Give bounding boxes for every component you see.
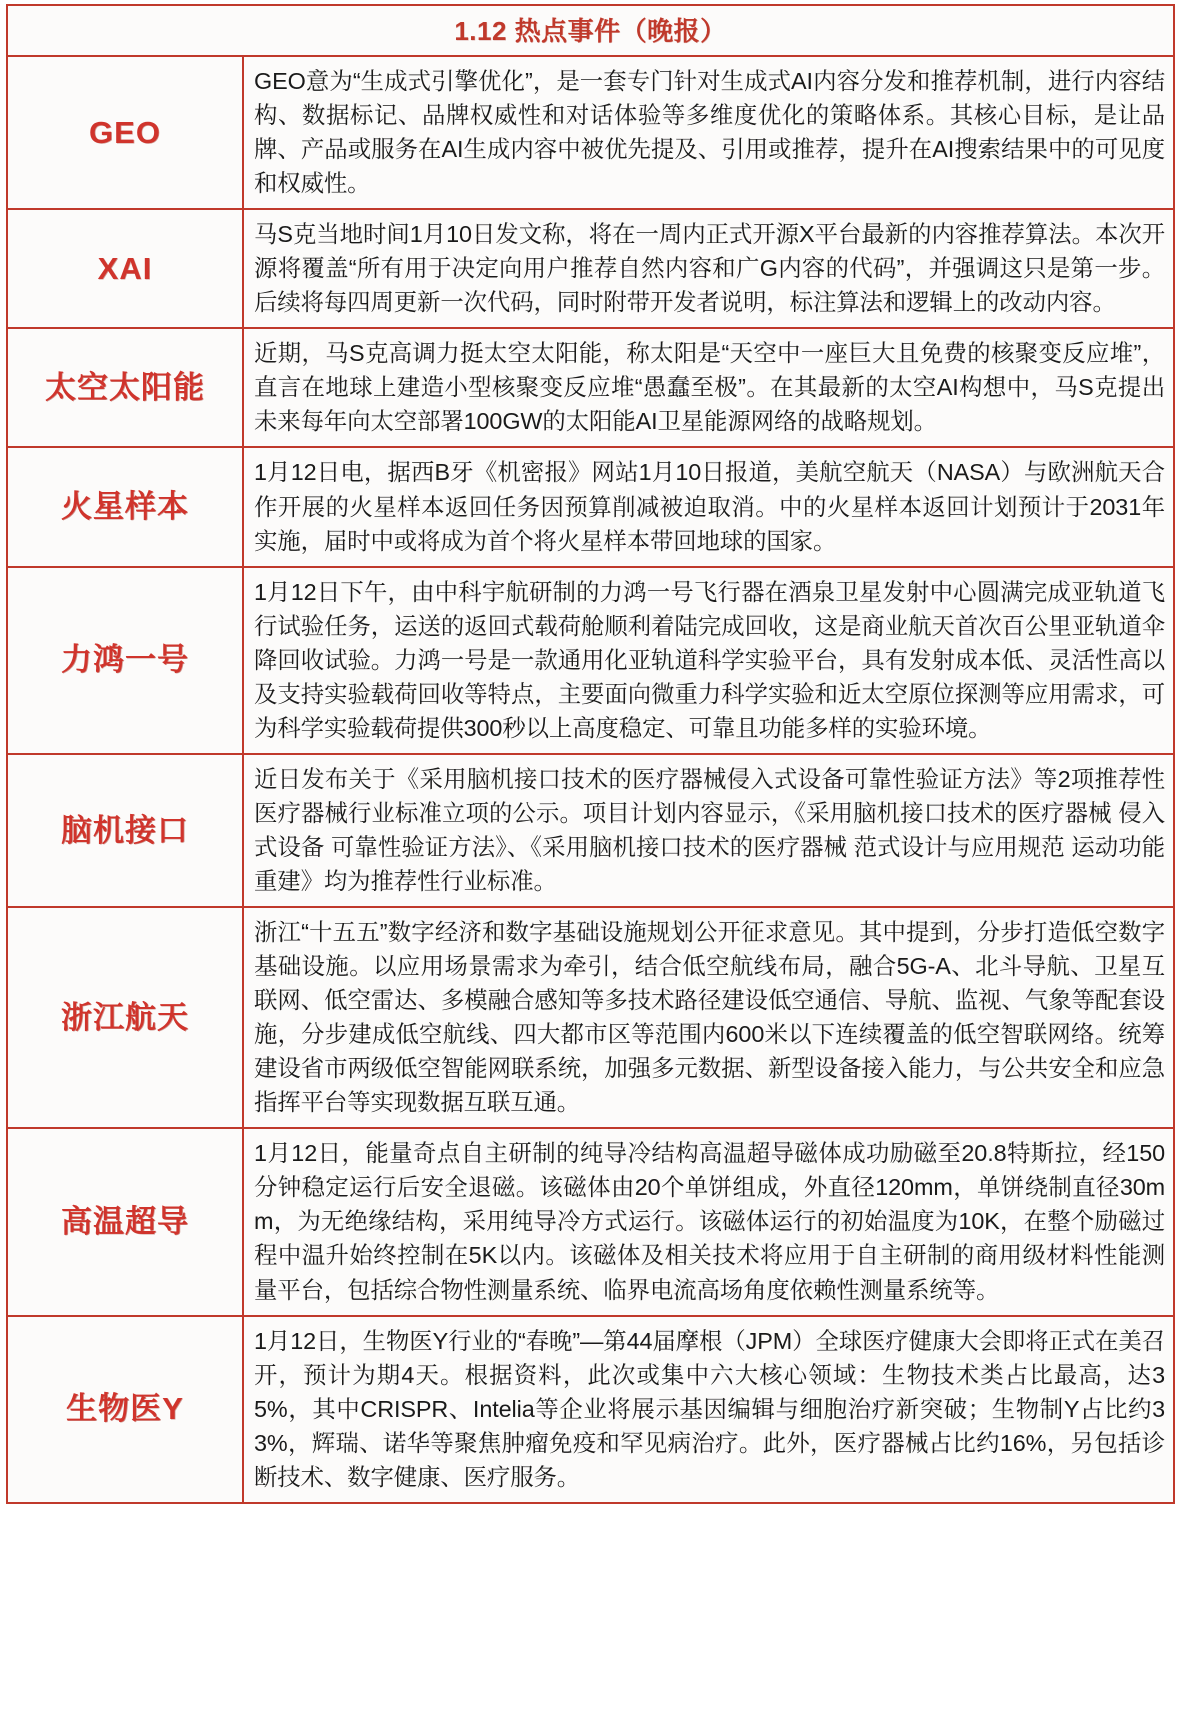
table-row (7, 567, 1174, 754)
topic-body-cell (243, 447, 1174, 566)
topic-label: 脑机接口 (61, 812, 189, 848)
topic-body-cell (243, 907, 1174, 1128)
topic-body-text: 1月12日电，据西B牙《机密报》网站1月10日报道，美航空航天（NASA）与欧洲航天合作开展的火星样本返回任务因预算削减被迫取消。中的火星样本返回计划预计于2031年实施，届时中或将成为首个将火星样本带回地球的国家。 (254, 459, 1166, 554)
topic-label: 高温超导 (61, 1204, 189, 1240)
topic-body-text: 1月12日，生物医Y行业的“春晚”—第44届摩根（JPM）全球医疗健康大会即将正式在美召开，预计为期4天。根据资料，此次或集中六大核心领域：生物技术类占比最高，达35%，其中CRISPR、Intelia等企业将展示基因编辑与细胞治疗新突破；生物制Y占比约33%，辉瑞、诺华等聚焦肿瘤免疫和罕见病治疗。此外，医疗器械占比约16%，另包括诊断技术、数字健康、医疗服务。 (254, 1327, 1166, 1490)
topic-body-cell (243, 56, 1174, 209)
topic-body-text: 1月12日，能量奇点自主研制的纯导冷结构高温超导磁体成功励磁至20.8特斯拉，经150分钟稳定运行后安全退磁。该磁体由20个单饼组成，外直径120mm，单饼绕制直径30mm，为无绝缘结构，采用纯导冷方式运行。该磁体运行的初始温度为10K，在整个励磁过程中温升始终控制在5K以内。该磁体及相关技术将应用于自主研制的商用级材料性能测量平台，包括综合物性测量系统、临界电流高场角度依赖性测量系统等。 (254, 1140, 1166, 1303)
topic-body-cell (243, 1128, 1174, 1315)
table-title-cell (7, 5, 1174, 56)
table-row (7, 1316, 1174, 1503)
topic-body-text: 近日发布关于《采用脑机接口技术的医疗器械侵入式设备可靠性验证方法》等2项推荐性医疗器械行业标准立项的公示。项目计划内容显示，《采用脑机接口技术的医疗器械 侵入式设备 可靠性验证方法》、《采用脑机接口技术的医疗器械 范式设计与应用规范 运动功能重建》均为推荐性行业标准。 (254, 765, 1166, 894)
topic-body-text: 近期，马S克高调力挺太空太阳能，称太阳是“天空中一座巨大且免费的核聚变反应堆”，直言在地球上建造小型核聚变反应堆“愚蠢至极”。在其最新的太空AI构想中，马S克提出未来每年向太空部署100GW的太阳能AI卫星能源网络的战略规划。 (254, 340, 1166, 435)
topic-label: XAI (97, 250, 153, 286)
table-row (7, 447, 1174, 566)
topic-body-cell (243, 754, 1174, 907)
topic-label-cell (7, 447, 243, 566)
topic-label: GEO (89, 114, 161, 150)
hot-events-table (6, 4, 1175, 1504)
table-row (7, 907, 1174, 1128)
topic-label: 生物医Y (66, 1391, 184, 1427)
topic-label-cell (7, 56, 243, 209)
topic-body-cell (243, 567, 1174, 754)
topic-label: 力鸿一号 (61, 642, 189, 678)
topic-label: 太空太阳能 (45, 370, 205, 406)
topic-label-cell (7, 1316, 243, 1503)
topic-label: 火星样本 (61, 489, 189, 525)
topic-body-text: 浙江“十五五”数字经济和数字基础设施规划公开征求意见。其中提到，分步打造低空数字基础设施。以应用场景需求为牵引，结合低空航线布局，融合5G-A、北斗导航、卫星互联网、低空雷达、多模融合感知等多技术路径建设低空通信、导航、监视、气象等配套设施，分步建成低空航线、四大都市区等范围内600米以下连续覆盖的低空智联网络。统筹建设省市两级低空智能网联系统，加强多元数据、新型设备接入能力，与公共安全和应急指挥平台等实现数据互联互通。 (254, 919, 1166, 1116)
table-title-row (7, 5, 1174, 56)
table-row (7, 328, 1174, 447)
topic-body-cell (243, 328, 1174, 447)
page-title: 1.12 热点事件（晚报） (454, 16, 727, 46)
topic-label-cell (7, 907, 243, 1128)
topic-body-text: GEO意为“生成式引擎优化”，是一套专门针对生成式AI内容分发和推荐机制，进行内容结构、数据标记、品牌权威性和对话体验等多维度优化的策略体系。其核心目标，是让品牌、产品或服务在AI生成内容中被优先提及、引用或推荐，提升在AI搜索结果中的可见度和权威性。 (254, 68, 1166, 197)
topic-label-cell (7, 1128, 243, 1315)
topic-label-cell (7, 754, 243, 907)
topic-label: 浙江航天 (61, 999, 189, 1035)
topic-body-cell (243, 1316, 1174, 1503)
topic-label-cell (7, 328, 243, 447)
topic-body-cell (243, 209, 1174, 328)
topic-label-cell (7, 567, 243, 754)
table-body (7, 5, 1174, 1503)
topic-body-text: 马S克当地时间1月10日发文称，将在一周内正式开源X平台最新的内容推荐算法。本次开源将覆盖“所有用于决定向用户推荐自然内容和广G内容的代码”，并强调这只是第一步。后续将每四周更新一次代码，同时附带开发者说明，标注算法和逻辑上的改动内容。 (254, 221, 1166, 316)
topic-body-text: 1月12日下午，由中科宇航研制的力鸿一号飞行器在酒泉卫星发射中心圆满完成亚轨道飞行试验任务，运送的返回式载荷舱顺利着陆完成回收，这是商业航天首次百公里亚轨道伞降回收试验。力鸿一号是一款通用化亚轨道科学实验平台，具有发射成本低、灵活性高以及支持实验载荷回收等特点，主要面向微重力科学实验和近太空原位探测等应用需求，可为科学实验载荷提供300秒以上高度稳定、可靠且功能多样的实验环境。 (254, 578, 1166, 741)
table-row (7, 56, 1174, 209)
table-row (7, 754, 1174, 907)
topic-label-cell (7, 209, 243, 328)
table-row (7, 1128, 1174, 1315)
table-row (7, 209, 1174, 328)
